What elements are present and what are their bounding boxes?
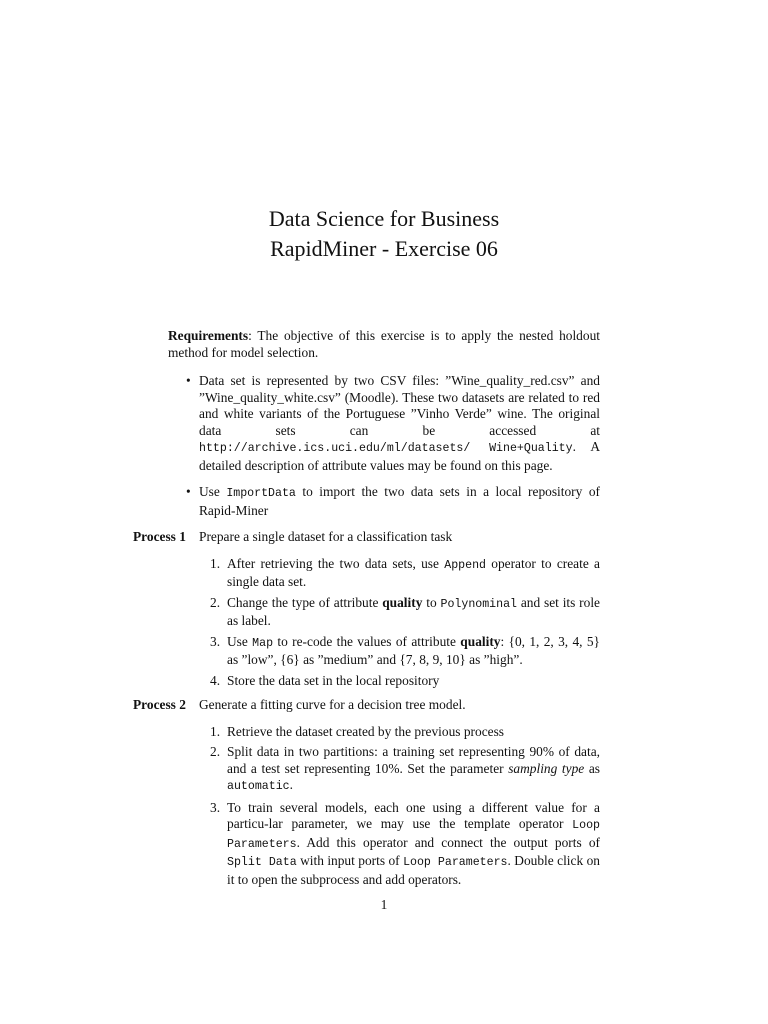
text-run: Retrieve the dataset created by the previous process (227, 723, 504, 739)
text-run: to re-code the values of attribute (273, 633, 461, 649)
text-run: Use (227, 633, 253, 649)
code-text: automatic (227, 780, 290, 793)
text-run: Split data in two partitions: a training set representing 90% of data, and a test set representing 10%. Set the parameter (227, 744, 600, 776)
process-label: Process 2 (133, 697, 186, 712)
text-run: Store the data set in the local repository (227, 672, 440, 688)
text-run: as (584, 760, 600, 776)
step-number: 2. (210, 744, 221, 759)
bullet-dot-icon: • (186, 373, 191, 388)
process-1 (133, 529, 600, 689)
process-list (133, 529, 600, 888)
process-description: Prepare a single dataset for a classification task (199, 529, 453, 544)
step-number: 4. (210, 672, 221, 688)
page-number: 1 (380, 897, 388, 912)
text-run: to (422, 594, 441, 610)
step-item (210, 633, 600, 669)
step-number: 1. (210, 555, 221, 571)
text-run: After retrieving the two data sets, use (227, 555, 445, 571)
text-run: To train several models, each one using a different value for a particu-lar parameter, we may use the template operator (227, 799, 600, 831)
bullet-dot-icon: • (186, 484, 191, 499)
code-text: Polynominal (440, 597, 518, 611)
process-label: Process 1 (133, 529, 186, 544)
code-text: Append (444, 558, 486, 572)
process-steps (168, 556, 600, 690)
process-2 (133, 697, 600, 888)
bullet-item (186, 373, 600, 474)
text-run: . (289, 777, 293, 792)
step-item (210, 555, 600, 591)
process-description: Generate a fitting curve for a decision tree model. (199, 697, 466, 712)
requirements-label: Requirements (168, 328, 249, 343)
bold-text: quality (460, 633, 501, 649)
text-run: Data set is represented by two CSV files: ”Wine_quality_red.csv” and ”Wine_quality_white.csv” (Moodle). These two datasets are related to red and white variants of the Portuguese ”Vinho Verde” wine. The original data sets can be accessed at (199, 373, 600, 438)
process-steps (168, 724, 600, 889)
step-number: 1. (210, 723, 221, 739)
text-run: operator to create a single data set. (227, 555, 600, 589)
step-number: 3. (210, 633, 221, 649)
document-title (0, 204, 768, 264)
code-text: Map (252, 636, 274, 650)
requirements-text: : The objective of this exercise is to apply the nested holdout method for model selection. (168, 328, 600, 360)
document-body (133, 328, 600, 892)
step-item (210, 799, 600, 889)
code-text: Loop Parameters (227, 819, 600, 851)
text-run: . Double click on it to open the subprocess and add operators. (227, 853, 600, 887)
step-item (210, 672, 600, 690)
text-run: . A detailed description of attribute values may be found on this page. (199, 439, 600, 473)
step-number: 3. (210, 799, 221, 815)
step-number: 2. (210, 594, 221, 610)
italic-text: sampling type (508, 760, 585, 776)
code-text: http://archive.ics.uci.edu/ml/datasets/ Wine+Quality (199, 442, 573, 455)
bold-text: quality (382, 594, 423, 610)
code-text: Split Data (227, 856, 297, 869)
title-line-1: Data Science for Business (268, 206, 500, 231)
step-item (210, 594, 600, 630)
text-run: and set its role as label. (227, 594, 600, 628)
step-item (210, 744, 600, 796)
bullet-item (186, 484, 600, 519)
code-text: Loop Parameters (403, 856, 508, 869)
step-item (210, 723, 600, 741)
text-run: Change the type of attribute (227, 594, 383, 610)
text-run: to import the two data sets in a local repository of Rapid-Miner (199, 484, 600, 518)
requirements-paragraph (168, 328, 600, 361)
text-run: : {0, 1, 2, 3, 4, 5} as ”low”, {6} as ”medium” and {7, 8, 9, 10} as ”high”. (227, 633, 600, 667)
title-line-2: RapidMiner - Exercise 06 (270, 236, 498, 261)
requirements-bullet-list (168, 373, 600, 519)
text-run: with input ports of (296, 853, 404, 868)
text-run: . Add this operator and connect the output ports of (296, 834, 600, 850)
code-text: ImportData (226, 487, 296, 500)
text-run: Use (199, 484, 227, 499)
